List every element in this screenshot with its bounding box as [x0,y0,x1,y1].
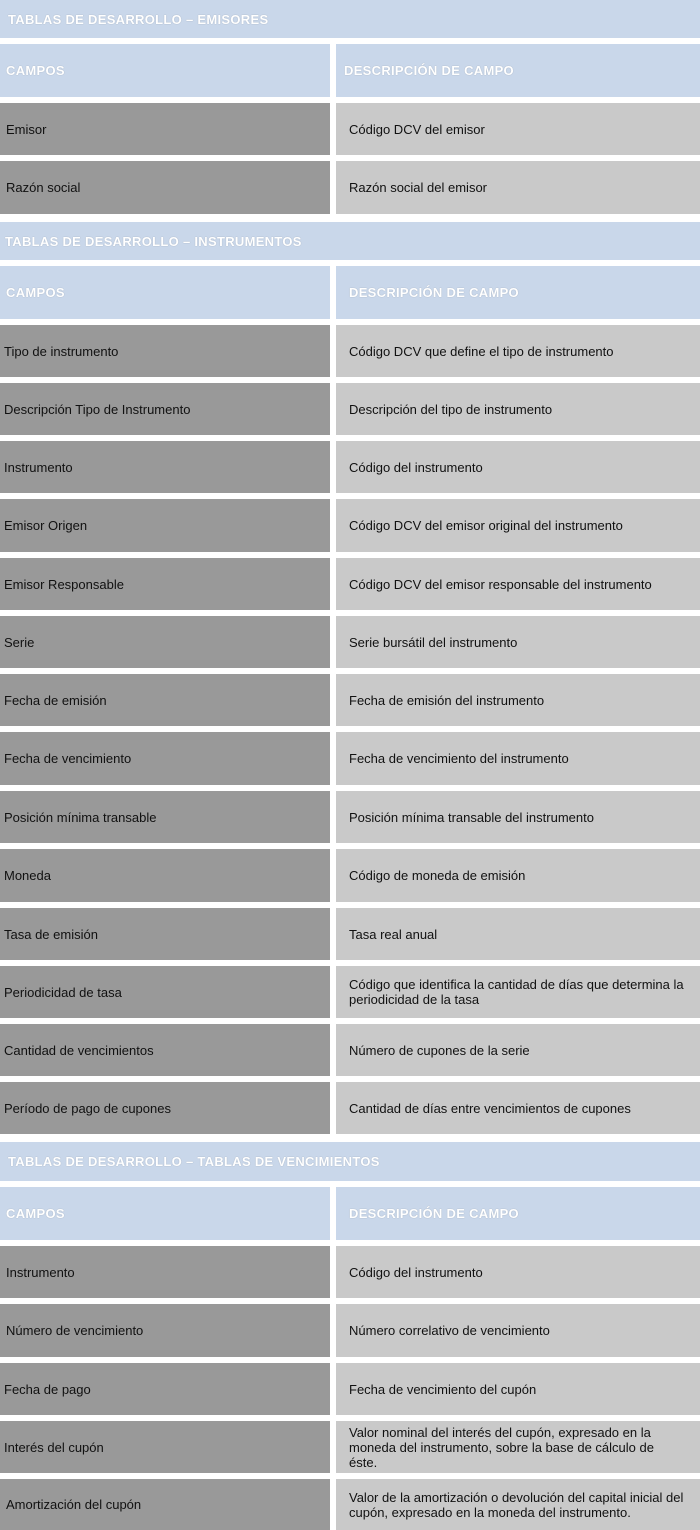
field-cell: Emisor [0,103,330,155]
description-cell: Fecha de vencimiento del instrumento [336,732,700,785]
field-cell: Fecha de emisión [0,674,330,726]
section-title-emisores: TABLAS DE DESARROLLO – EMISORES [0,0,700,38]
column-header-campos: CAMPOS [0,44,330,97]
column-header-campos: CAMPOS [0,266,330,319]
field-cell: Descripción Tipo de Instrumento [0,383,330,435]
description-cell: Serie bursátil del instrumento [336,616,700,668]
field-cell: Serie [0,616,330,668]
description-cell: Código DCV del emisor original del instrumento [336,499,700,552]
field-cell: Fecha de pago [0,1363,330,1415]
description-cell: Código DCV del emisor [336,103,700,155]
field-cell: Emisor Responsable [0,558,330,610]
description-cell: Código DCV del emisor responsable del instrumento [336,558,700,610]
section-title-vencimientos: TABLAS DE DESARROLLO – TABLAS DE VENCIMIENTOS [0,1142,700,1181]
description-cell: Código que identifica la cantidad de días que determina la periodicidad de la tasa [336,966,700,1018]
description-cell: Razón social del emisor [336,161,700,214]
description-cell: Código del instrumento [336,1246,700,1298]
field-cell: Interés del cupón [0,1421,330,1473]
section-title-instrumentos: TABLAS DE DESARROLLO – INSTRUMENTOS [0,222,700,260]
description-cell: Código DCV que define el tipo de instrumento [336,325,700,377]
field-cell: Emisor Origen [0,499,330,552]
field-cell: Posición mínima transable [0,791,330,843]
field-cell: Tasa de emisión [0,908,330,960]
column-header-campos: CAMPOS [0,1187,330,1240]
field-cell: Periodicidad de tasa [0,966,330,1018]
description-cell: Código del instrumento [336,441,700,493]
field-cell: Número de vencimiento [0,1304,330,1357]
field-cell: Instrumento [0,441,330,493]
field-cell: Amortización del cupón [0,1479,330,1530]
description-cell: Descripción del tipo de instrumento [336,383,700,435]
description-cell: Posición mínima transable del instrumento [336,791,700,843]
field-cell: Moneda [0,849,330,902]
field-cell: Cantidad de vencimientos [0,1024,330,1076]
description-cell: Valor de la amortización o devolución del capital inicial del cupón, expresado en la moneda del instrumento. [336,1479,700,1530]
column-header-descripcion: DESCRIPCIÓN DE CAMPO [336,266,700,319]
field-cell: Tipo de instrumento [0,325,330,377]
column-header-descripcion: DESCRIPCIÓN DE CAMPO [336,44,700,97]
field-cell: Instrumento [0,1246,330,1298]
description-cell: Código de moneda de emisión [336,849,700,902]
description-cell: Tasa real anual [336,908,700,960]
column-header-descripcion: DESCRIPCIÓN DE CAMPO [336,1187,700,1240]
field-cell: Razón social [0,161,330,214]
field-cell: Período de pago de cupones [0,1082,330,1134]
description-cell: Valor nominal del interés del cupón, expresado en la moneda del instrumento, sobre la base de cálculo de éste. [336,1421,700,1473]
field-cell: Fecha de vencimiento [0,732,330,785]
description-cell: Fecha de vencimiento del cupón [336,1363,700,1415]
description-cell: Cantidad de días entre vencimientos de cupones [336,1082,700,1134]
description-cell: Número de cupones de la serie [336,1024,700,1076]
description-cell: Fecha de emisión del instrumento [336,674,700,726]
description-cell: Número correlativo de vencimiento [336,1304,700,1357]
